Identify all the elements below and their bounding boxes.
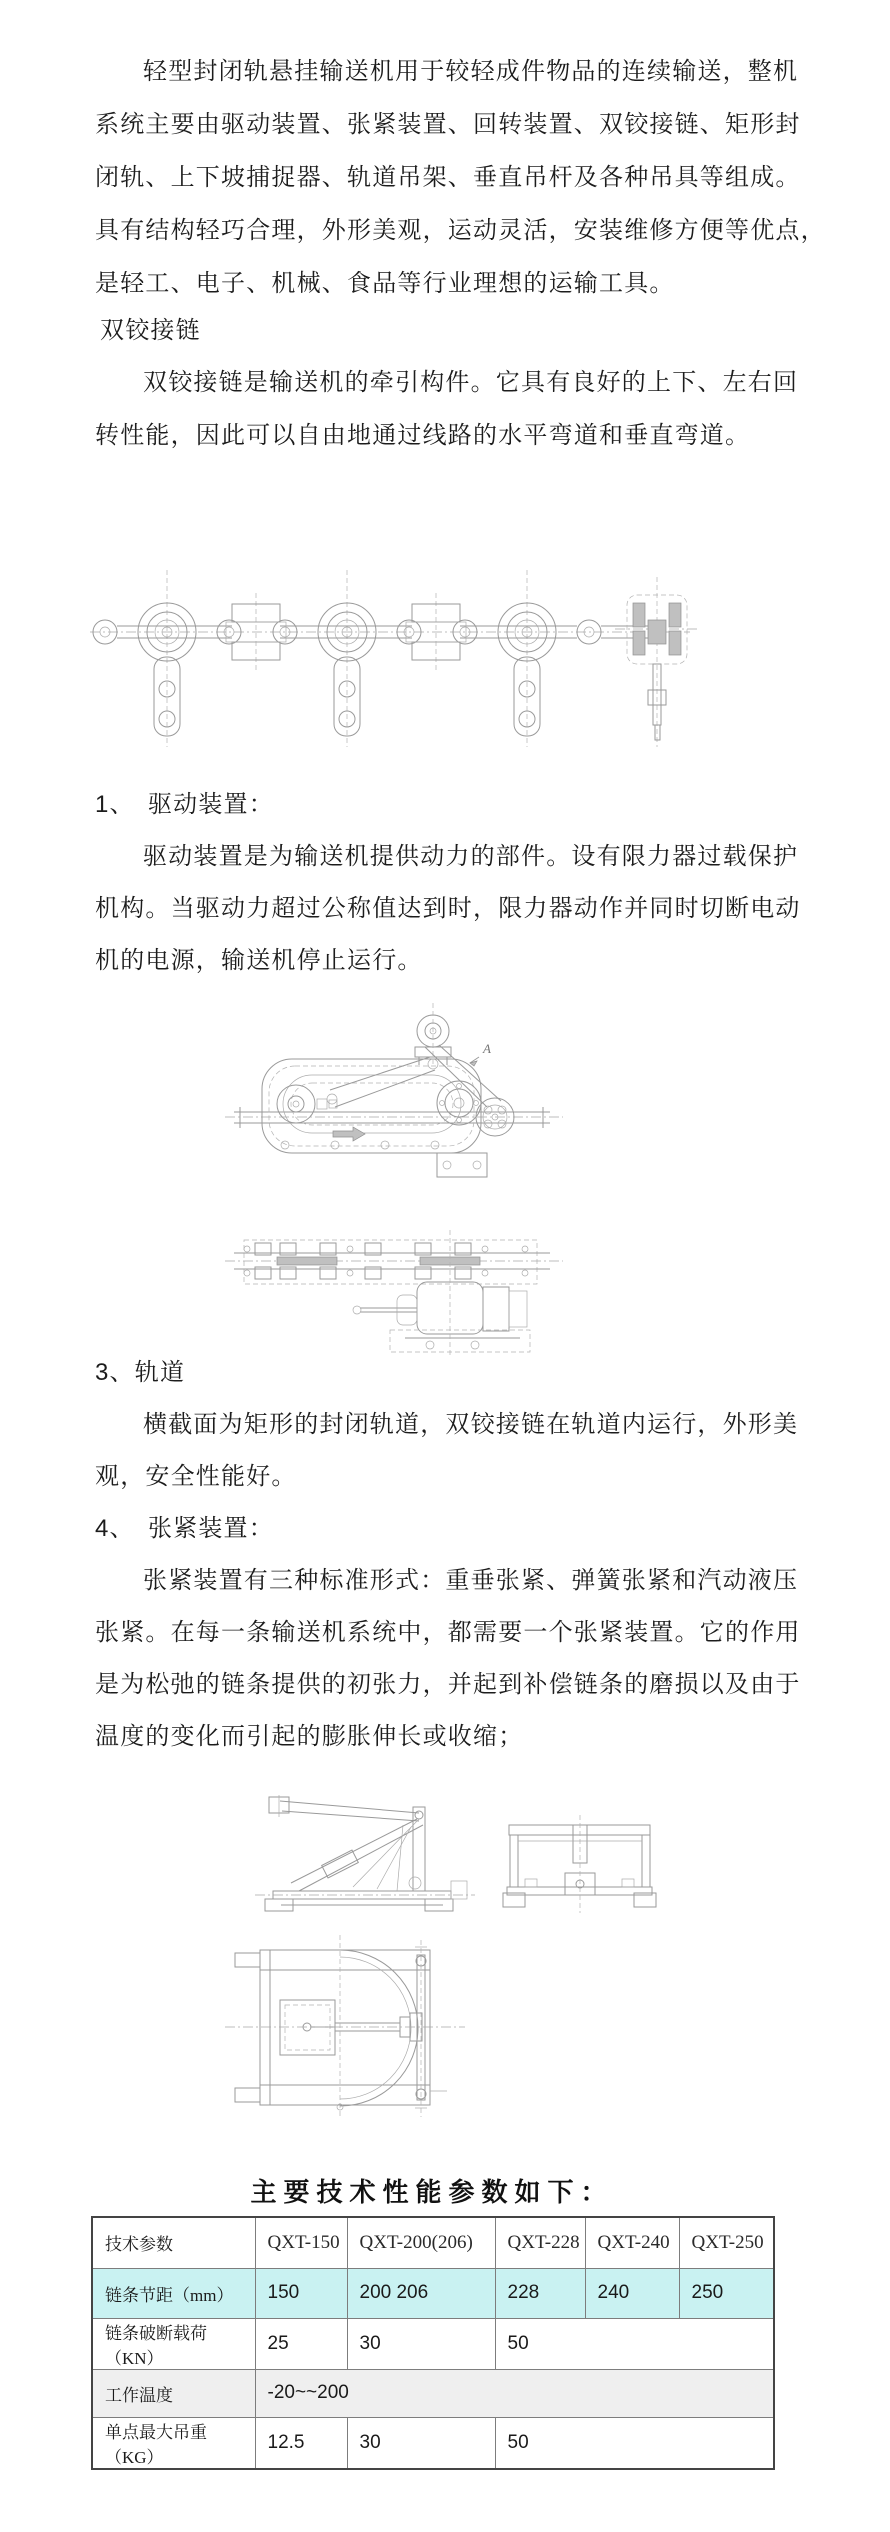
spec-cell: 228	[495, 2268, 585, 2318]
drive-section-line: 驱动装置是为输送机提供动力的部件。设有限力器过载保护	[143, 843, 799, 870]
spec-cell: 25	[255, 2318, 347, 2369]
tensioner-side-view	[255, 1795, 475, 1911]
spec-header-model: QXT-228	[495, 2217, 585, 2268]
spec-header-row	[92, 2217, 774, 2268]
intro-line: 轻型封闭轨悬挂输送机用于较轻成件物品的连续输送，整机	[143, 58, 799, 85]
spec-header-model: QXT-240	[585, 2217, 679, 2268]
spec-cell: 12.5	[255, 2417, 347, 2469]
spec-header-model: QXT-250	[679, 2217, 774, 2268]
drive-view-label: A	[483, 1041, 491, 1056]
spec-row-label: 链条节距（mm）	[92, 2268, 255, 2318]
spec-row-chain-pitch	[92, 2268, 774, 2318]
spec-row-label: 单点最大吊重（KG）	[92, 2417, 255, 2469]
intro-line: 闭轨、上下坡捕捉器、轨道吊架、垂直吊杆及各种吊具等组成。	[95, 164, 801, 191]
tension-section-line: 张紧。在每一条输送机系统中，都需要一个张紧装置。它的作用	[95, 1619, 801, 1646]
spec-cell: 150	[255, 2268, 347, 2318]
spec-cell: 50	[495, 2318, 774, 2369]
spec-cell: 200 206	[347, 2268, 495, 2318]
spec-table	[91, 2216, 775, 2470]
drive-section-line: 机构。当驱动力超过公称值达到时，限力器动作并同时切断电动	[95, 895, 801, 922]
tensioner-end-view	[503, 1815, 656, 1913]
tension-section-line: 张紧装置有三种标准形式：重垂张紧、弹簧张紧和汽动液压	[143, 1567, 799, 1594]
drive-section-heading: 1、 驱动装置：	[95, 791, 274, 818]
drive-section-line: 机的电源，输送机停止运行。	[95, 947, 423, 974]
spec-row-label: 链条破断载荷（KN）	[92, 2318, 255, 2369]
spec-table-title: 主要技术性能参数如下：	[250, 2178, 614, 2207]
spec-cell: 30	[347, 2318, 495, 2369]
spec-header-model: QXT-150	[255, 2217, 347, 2268]
track-section-line: 观，安全性能好。	[95, 1463, 297, 1490]
tensioner-plan-view	[225, 1935, 465, 2119]
chain-section-heading: 双铰接链	[100, 317, 201, 344]
tensioner-drawing	[225, 1795, 665, 2120]
spec-row-work-temp	[92, 2369, 774, 2417]
chain-spacer-2	[406, 593, 466, 673]
tension-section-line: 温度的变化而引起的膨胀伸长或收缩；	[95, 1723, 524, 1750]
chain-section-line: 转性能，因此可以自由地通过线路的水平弯道和垂直弯道。	[95, 422, 751, 449]
spec-header-model: QXT-200(206)	[347, 2217, 495, 2268]
spec-cell: 240	[585, 2268, 679, 2318]
drive-side-view	[225, 1003, 563, 1177]
spec-cell: 50	[495, 2417, 774, 2469]
spec-header-param: 技术参数	[92, 2217, 255, 2268]
spec-cell: 250	[679, 2268, 774, 2318]
chain-trolley-3	[453, 570, 601, 747]
track-section-heading: 3、轨道	[95, 1359, 186, 1386]
intro-line: 具有结构轻巧合理，外形美观，运动灵活，安装维修方便等优点，	[95, 217, 826, 244]
chain-section-view	[615, 577, 700, 747]
chain-section-line: 双铰接链是输送机的牵引构件。它具有良好的上下、左右回	[143, 369, 799, 396]
tension-section-heading: 4、 张紧装置：	[95, 1515, 274, 1542]
intro-line: 系统主要由驱动装置、张紧装置、回转装置、双铰接链、矩形封	[95, 111, 801, 138]
tension-section-line: 是为松弛的链条提供的初张力，并起到补偿链条的磨损以及由于	[95, 1671, 801, 1698]
spec-cell: 30	[347, 2417, 495, 2469]
spec-row-breaking-load	[92, 2318, 774, 2369]
drive-unit-drawing	[225, 995, 570, 1360]
spec-row-max-load	[92, 2417, 774, 2469]
intro-line: 是轻工、电子、机械、食品等行业理想的运输工具。	[95, 270, 675, 297]
chain-trolley-1	[93, 570, 241, 747]
track-section-line: 横截面为矩形的封闭轨道，双铰接链在轨道内运行，外形美	[143, 1411, 799, 1438]
chain-drawing	[90, 565, 710, 750]
chain-trolley-2	[273, 570, 421, 747]
spec-row-label: 工作温度	[92, 2369, 255, 2417]
drive-plan-view	[225, 1230, 563, 1357]
chain-spacer-1	[226, 593, 286, 673]
spec-cell: -20~~200	[255, 2369, 774, 2417]
